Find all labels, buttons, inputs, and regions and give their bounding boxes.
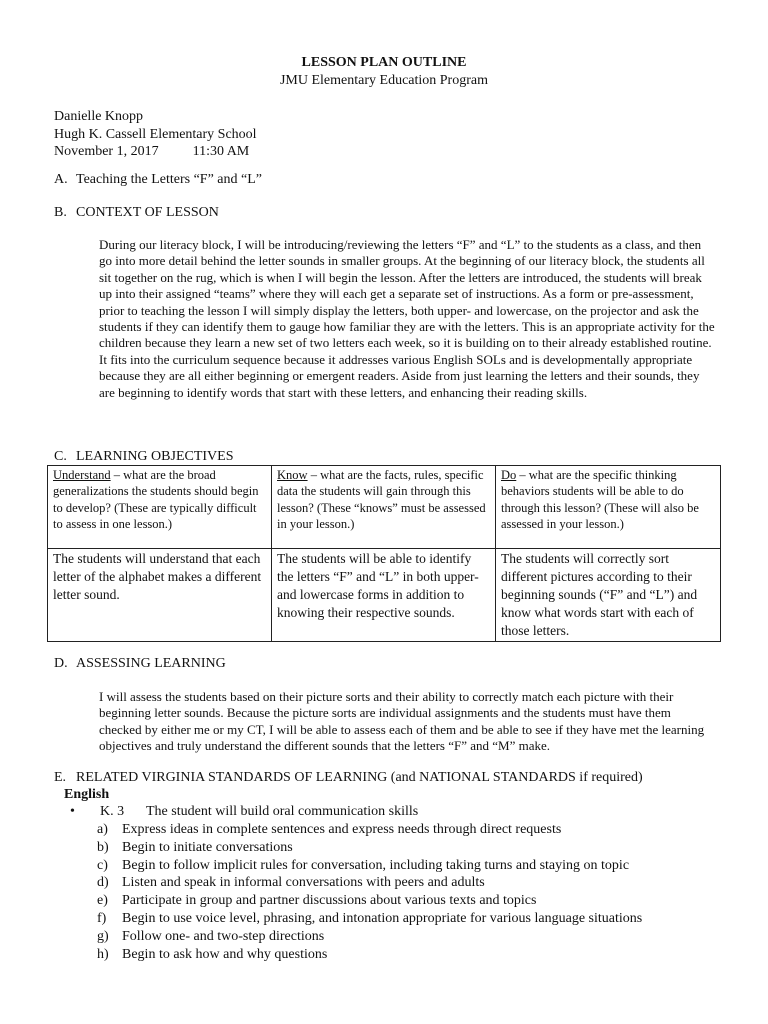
list-item-label: f)	[97, 910, 107, 926]
section-d-heading	[54, 656, 226, 672]
section-letter: B.	[54, 205, 67, 220]
list-item-label: a)	[97, 822, 108, 837]
objectives-header-row	[48, 466, 721, 549]
lesson-time: 11:30 AM	[192, 144, 250, 159]
know-term: Know	[277, 468, 308, 482]
standard-text: The student will build oral communication skills	[146, 804, 419, 819]
section-title: LEARNING OBJECTIVES	[76, 449, 234, 464]
section-title: ASSESSING LEARNING	[76, 656, 226, 671]
standard-line	[70, 804, 418, 820]
list-item	[97, 821, 642, 839]
section-e-heading	[54, 770, 643, 786]
author-info	[54, 108, 257, 161]
date-time-line	[54, 143, 257, 161]
section-b-heading	[54, 205, 219, 221]
list-item	[97, 892, 642, 910]
assessment-paragraph: I will assess the students based on their picture sorts and their ability to correctly match each picture with their beginning letter sounds. Because the picture sorts are individual assignments and the students must have them checked by either me or my CT, I will be able to assess each of them and be able to see if they have met the learning objectives and truly understand the different sounds that the letters “F” and “M” make.	[99, 689, 705, 754]
list-item-label: h)	[97, 946, 109, 962]
section-title: Teaching the Letters “F” and “L”	[76, 172, 262, 187]
context-paragraph: During our literacy block, I will be introducing/reviewing the letters “F” and “L” to the students as a class, and then go into more detail behind the letter sounds in smaller groups. At the beginning of our literacy block, the students all sit together on the rug, which is when I will begin the lesson. After the letters are introduced, the students will break up into their assigned “teams” where they will each get a separate set of instructions. As a form or pre-assessment, prior to teaching the lesson I will simply display the letters, both upper- and lowercase, on the projector and ask the students if they can identify them to gauge how familiar they are with the letters. This is an appropriate activity for the children because they learn a new set of two letters each week, so it is building on to their already established routine. It fits into the curriculum sequence because it addresses various English SOLs and is developmentally appropriate because they are all either beginning or emergent readers. Aside from just learning the letters and their sounds, they are beginning to identify words that start with these letters, and enhancing their reading skills.	[99, 237, 715, 400]
section-title: CONTEXT OF LESSON	[76, 205, 219, 220]
list-item	[97, 910, 642, 928]
list-item	[97, 839, 642, 857]
understand-term: Understand	[53, 468, 111, 482]
bullet-icon: •	[70, 804, 75, 819]
do-header-cell	[496, 466, 721, 549]
know-objective-cell: The students will be able to identify the letters “F” and “L” in both upper- and lowercase forms in addition to knowing their respective sounds.	[272, 549, 496, 642]
learning-objectives-table	[47, 465, 721, 642]
section-letter: A.	[54, 172, 68, 187]
list-item-text: Begin to follow implicit rules for conversation, including taking turns and staying on topic	[122, 857, 630, 873]
author-name: Danielle Knopp	[54, 109, 144, 124]
section-letter: E.	[54, 770, 67, 785]
list-item-label: e)	[97, 893, 108, 909]
understand-header-cell	[48, 466, 272, 549]
school-name: Hugh K. Cassell Elementary School	[54, 126, 257, 142]
list-item-label: g)	[97, 928, 109, 944]
know-description: – what are the facts, rules, specific data the students will gain through this lesson? (These “knows” must be assessed in your lesson.)	[277, 468, 486, 531]
section-a-heading	[54, 172, 262, 188]
list-item	[97, 874, 642, 892]
list-item	[97, 857, 642, 875]
objectives-body-row	[48, 549, 721, 642]
list-item-text: Begin to initiate conversations	[122, 839, 293, 855]
list-item-label: b)	[97, 839, 109, 855]
page-subtitle: JMU Elementary Education Program	[279, 73, 488, 88]
section-letter: C.	[54, 449, 67, 464]
lesson-date: November 1, 2017	[54, 144, 159, 159]
standard-code: K. 3	[100, 804, 125, 819]
section-title: RELATED VIRGINIA STANDARDS OF LEARNING (and NATIONAL STANDARDS if required)	[76, 770, 643, 785]
understand-description: – what are the broad generalizations the students should begin to develop? (These are typically difficult to assess in one lesson.)	[53, 468, 259, 531]
list-item-text: Follow one- and two-step directions	[122, 928, 325, 944]
list-item-text: Begin to use voice level, phrasing, and intonation appropriate for various language situations	[122, 910, 643, 926]
do-description: – what are the specific thinking behaviors students will be able to do through this lesson? (These will also be assessed in your lesson.)	[501, 468, 699, 531]
list-item-text: Begin to ask how and why questions	[122, 946, 328, 962]
list-item-label: d)	[97, 875, 109, 891]
standard-subitems	[97, 821, 642, 963]
list-item-text: Participate in group and partner discussions about various texts and topics	[122, 893, 537, 909]
list-item-text: Express ideas in complete sentences and express needs through direct requests	[122, 822, 562, 837]
list-item-label: c)	[97, 857, 108, 873]
section-c-heading	[54, 449, 234, 465]
page-title: LESSON PLAN OUTLINE	[301, 55, 467, 70]
do-term: Do	[501, 468, 517, 482]
list-item	[97, 928, 642, 946]
do-objective-cell: The students will correctly sort different pictures according to their beginning sounds (“F” and “L”) and know what words start with each of those letters.	[496, 549, 721, 642]
section-letter: D.	[54, 656, 68, 671]
list-item-text: Listen and speak in informal conversations with peers and adults	[122, 875, 485, 891]
know-header-cell	[272, 466, 496, 549]
subject-heading: English	[64, 787, 110, 802]
understand-objective-cell: The students will understand that each letter of the alphabet makes a different letter sound.	[48, 549, 272, 642]
list-item	[97, 946, 642, 964]
